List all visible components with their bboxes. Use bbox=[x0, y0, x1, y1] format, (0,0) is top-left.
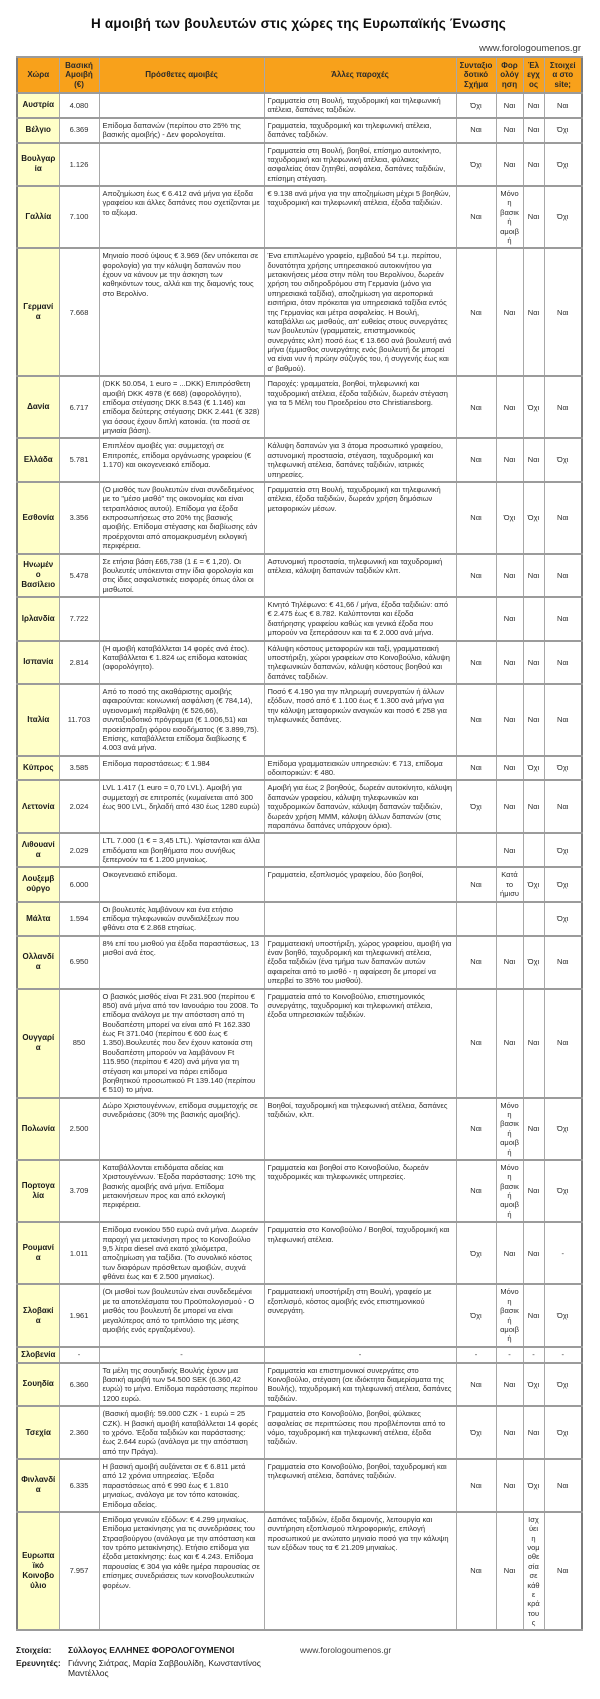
control-cell: Ναι bbox=[523, 989, 544, 1098]
country-cell: Πορτογαλία bbox=[17, 1160, 59, 1222]
benefits-cell: Γραμματεία από το Κοινοβούλιο, επιστημονικός συνεργάτης, ταχυδρομική και τηλεφωνική ατέλεια, έξοδα υπηρεσιακών ταξιδιών. bbox=[264, 989, 456, 1098]
country-cell: Σουηδία bbox=[17, 1363, 59, 1407]
site-cell: Όχι bbox=[544, 833, 582, 867]
country-cell: Γαλλία bbox=[17, 186, 59, 248]
site-cell: - bbox=[544, 1347, 582, 1363]
pension-cell: Ναι bbox=[456, 118, 496, 143]
benefits-cell bbox=[264, 902, 456, 936]
table-row bbox=[17, 597, 582, 641]
control-cell: Όχι bbox=[523, 482, 544, 554]
extras-cell: Από το ποσό της ακαθάριστης αμοιβής αφαιρούνται: κοινωνική ασφάλιση (€ 784,14), υγειονομική περίθαλψη (€ 526,66), συνταξιοδοτικό πρόγραμμα (€ 1.006,51) και προείσπραξη φόρου εισοδήματος (€ 3.899,75). Επίσης, καταβάλλεται επίδομα διαβίωσης € 4.003 ανά μήνα. bbox=[99, 684, 264, 756]
pension-cell: Ναι bbox=[456, 376, 496, 438]
control-cell: Ναι bbox=[523, 118, 544, 143]
benefits-cell: Κινητό Τηλέφωνο: € 41,66 / μήνα, έξοδα ταξιδιών: από € 2.475 έως € 8.782. Καλύπτονται και έξοδα διατήρησης γραφείου καθώς και γενικά έξοδα που μπορούν να ξεπεράσουν και τα € 2.000 ανά μήνα. bbox=[264, 597, 456, 641]
benefits-cell: - bbox=[264, 1347, 456, 1363]
table-row bbox=[17, 1160, 582, 1222]
country-cell: Μάλτα bbox=[17, 902, 59, 936]
pension-cell: Ναι bbox=[456, 641, 496, 685]
salary-cell: 6.335 bbox=[59, 1459, 99, 1512]
table-row bbox=[17, 867, 582, 901]
country-cell: Λιθουανία bbox=[17, 833, 59, 867]
salary-cell: 2.500 bbox=[59, 1098, 99, 1160]
country-cell: Λουξεμβούργο bbox=[17, 867, 59, 901]
table-header bbox=[17, 57, 582, 93]
control-cell: - bbox=[523, 1347, 544, 1363]
site-cell: Ναι bbox=[544, 1512, 582, 1631]
country-cell: Ισπανία bbox=[17, 641, 59, 685]
data-source: Σύλλογος ΕΛΛΗΝΕΣ ΦΟΡΟΛΟΓΟΥΜΕΝΟΙ bbox=[68, 1645, 235, 1656]
table-row bbox=[17, 1406, 582, 1459]
pension-cell: Ναι bbox=[456, 756, 496, 781]
benefits-cell: Δαπάνες ταξιδιών, έξοδα διαμονής, λειτουργία και συντήρηση εξοπλισμού πληροφορικής, επιλογή προσωπικού με ανώτατο μηνιαίο ποσό για την κάλυψη των εξόδων τους τα € 21.209 μηνιαίως. bbox=[264, 1512, 456, 1631]
column-header-0: Χώρα bbox=[17, 57, 59, 93]
table-row bbox=[17, 93, 582, 118]
control-cell: Ισχύει η νομοθεσία σε κάθε κράτους bbox=[523, 1512, 544, 1631]
tax-cell: Όχι bbox=[496, 482, 523, 554]
pension-cell: Ναι bbox=[456, 936, 496, 989]
extras-cell: Αποζημίωση έως € 6.412 ανά μήνα για έξοδα γραφείου και άλλες δαπάνες που σχετίζονται με το αξίωμα. bbox=[99, 186, 264, 248]
salary-cell: 6.950 bbox=[59, 936, 99, 989]
table-row bbox=[17, 780, 582, 833]
table-row bbox=[17, 1363, 582, 1407]
pension-cell: Ναι bbox=[456, 1459, 496, 1512]
site-cell: Ναι bbox=[544, 989, 582, 1098]
tax-cell: Μόνο η βασική αμοιβή bbox=[496, 1284, 523, 1346]
pension-cell: Όχι bbox=[456, 93, 496, 118]
table-row bbox=[17, 1459, 582, 1512]
control-cell: Όχι bbox=[523, 756, 544, 781]
benefits-cell: Γραμματεία, εξοπλισμός γραφείου, δύο βοηθοί, bbox=[264, 867, 456, 901]
table-row bbox=[17, 756, 582, 781]
tax-cell: Ναι bbox=[496, 936, 523, 989]
country-cell: Κύπρος bbox=[17, 756, 59, 781]
country-cell: Ιταλία bbox=[17, 684, 59, 756]
tax-cell: Ναι bbox=[496, 1222, 523, 1284]
control-cell: Όχι bbox=[523, 376, 544, 438]
benefits-cell: Γραμματεία στο Κοινοβούλιο / Βοηθοί, ταχυδρομική και τηλεφωνική ατέλεια. bbox=[264, 1222, 456, 1284]
pension-cell: Ναι bbox=[456, 867, 496, 901]
benefits-cell: Γραμματεία στο Κοινοβούλιο, βοηθοί, φύλακες ασφαλείας σε περιπτώσεις που προβλέπονται από το νόμο, ταχυδρομική και τηλεφωνική ατέλεια, έξοδα ταξιδιών. bbox=[264, 1406, 456, 1459]
control-cell: Ναι bbox=[523, 186, 544, 248]
control-cell: Ναι bbox=[523, 1222, 544, 1284]
extras-cell: Ο βασικός μισθός είναι Ft 231.900 (περίπου € 850) ανά μήνα από τον Ιανουάριο του 2008. Το επίδομα ανάλογα με την απόσταση από τη Βουδαπέστη μπορεί να είναι από Ft 162.330 έως Ft 371.040 (περίπου € 600 έως € 1.350).Βουλευτές που δεν έχουν κατοικία στη Βουδαπέστη μπορούν να λαμβάνουν Ft 115.950 (περίπου € 420) ανά μήνα για τη στέγαση και μπορεί να πάρει επίδομα βοηθητικού προσωπικού Ft 139.140 (περίπου € 510) το μήνα. bbox=[99, 989, 264, 1098]
extras-cell: Επίδομα παραστάσεως: € 1.984 bbox=[99, 756, 264, 781]
extras-cell: Σε ετήσια βάση £65,738 (1 £ = € 1,20). Οι βουλευτές υπόκεινται στην ίδια φορολογία και στις ίδιες ασφαλιστικές εισφορές όπως όλοι οι μισθωτοί. bbox=[99, 554, 264, 598]
extras-cell: (Η αμοιβή καταβάλλεται 14 φορές ανά έτος). Καταβάλλεται € 1.824 ως επίδομα κατοικίας (αφορολόγητο). bbox=[99, 641, 264, 685]
tax-cell: Ναι bbox=[496, 554, 523, 598]
country-cell: Ελλάδα bbox=[17, 438, 59, 482]
site-cell: Ναι bbox=[544, 482, 582, 554]
table-row bbox=[17, 438, 582, 482]
salary-cell: 1.011 bbox=[59, 1222, 99, 1284]
tax-cell: Ναι bbox=[496, 376, 523, 438]
salary-cell: 3.585 bbox=[59, 756, 99, 781]
salary-cell: 3.709 bbox=[59, 1160, 99, 1222]
tax-cell: Ναι bbox=[496, 780, 523, 833]
footer-researchers-row bbox=[16, 1658, 581, 1678]
salary-cell: 2.029 bbox=[59, 833, 99, 867]
benefits-cell: Γραμματεία, ταχυδρομική και τηλεφωνική ατέλεια, δαπάνες ταξιδιών. bbox=[264, 118, 456, 143]
benefits-cell: Γραμματεία στη Βουλή, βοηθοί, επίσημο αυτοκίνητο, ταχυδρομική και τηλεφωνική ατέλεια, φύλακες ασφαλείας όταν ζητηθεί, ασφάλεια, δαπάνες ταξιδιών, επίσημη στέγαση. bbox=[264, 143, 456, 187]
table-row bbox=[17, 684, 582, 756]
table-row bbox=[17, 641, 582, 685]
benefits-cell: Παροχές: γραμματεία, βοηθοί, τηλεφωνική και ταχυδρομική ατέλεια, έξοδα ταξιδιών, δωρεάν στέγαση για τα 5 Μέλη του Προεδρείου στο Christiansborg. bbox=[264, 376, 456, 438]
tax-cell: Μόνο η βασική αμοιβή bbox=[496, 1160, 523, 1222]
salary-cell: 6.717 bbox=[59, 376, 99, 438]
pension-cell: - bbox=[456, 1347, 496, 1363]
pension-cell bbox=[456, 833, 496, 867]
tax-cell: Κατά το ήμισυ bbox=[496, 867, 523, 901]
site-cell: Ναι bbox=[544, 93, 582, 118]
benefits-cell: Κάλυψη κόστους μεταφορών και ταξί, γραμματειακή υποστήριξη, χώροι γραφείων στο Κοινοβούλιο, κάλυψη τηλεφωνικών δαπανών, κάλυψη κόστους βοηθού και δαπάνες ταξιδιών. bbox=[264, 641, 456, 685]
country-cell: Πολωνία bbox=[17, 1098, 59, 1160]
site-cell: Όχι bbox=[544, 902, 582, 936]
country-cell: Δανία bbox=[17, 376, 59, 438]
salary-cell: 4.080 bbox=[59, 93, 99, 118]
tax-cell: Ναι bbox=[496, 118, 523, 143]
extras-cell: LVL 1.417 (1 euro = 0,70 LVL). Αμοιβή για συμμετοχή σε επιτροπές (κυμαίνεται από 300 έως 900 LVL, δηλαδή από 430 έως 1280 ευρώ) bbox=[99, 780, 264, 833]
salary-cell: 6.369 bbox=[59, 118, 99, 143]
pension-cell: Ναι bbox=[456, 989, 496, 1098]
pension-cell: Ναι bbox=[456, 438, 496, 482]
salary-cell: 7.100 bbox=[59, 186, 99, 248]
control-cell bbox=[523, 902, 544, 936]
table-row bbox=[17, 554, 582, 598]
tax-cell: Ναι bbox=[496, 684, 523, 756]
control-cell: Ναι bbox=[523, 780, 544, 833]
salary-cell: 6.000 bbox=[59, 867, 99, 901]
pension-cell: Όχι bbox=[456, 780, 496, 833]
tax-cell bbox=[496, 902, 523, 936]
footer-site-url: www.forologoumenos.gr bbox=[300, 1645, 392, 1656]
country-cell: Ολλανδία bbox=[17, 936, 59, 989]
site-cell: Όχι bbox=[544, 1160, 582, 1222]
tax-cell: Ναι bbox=[496, 93, 523, 118]
country-cell: Φινλανδία bbox=[17, 1459, 59, 1512]
table-row bbox=[17, 1098, 582, 1160]
tax-cell: Ναι bbox=[496, 1512, 523, 1631]
country-cell: Ηνωμένο Βασίλειο bbox=[17, 554, 59, 598]
site-cell: Ναι bbox=[544, 554, 582, 598]
salary-cell: 2.024 bbox=[59, 780, 99, 833]
benefits-cell: Γραμματεία και βοηθοί στο Κοινοβούλιο, δωρεάν ταχυδρομικές και τηλεφωνικές υπηρεσίες. bbox=[264, 1160, 456, 1222]
table-row bbox=[17, 902, 582, 936]
tax-cell: Μόνο η βασική αμοιβή bbox=[496, 186, 523, 248]
control-cell: Όχι bbox=[523, 936, 544, 989]
control-cell: Όχι bbox=[523, 867, 544, 901]
site-cell: Ναι bbox=[544, 248, 582, 376]
site-cell: Όχι bbox=[544, 1363, 582, 1407]
tax-cell: Ναι bbox=[496, 1459, 523, 1512]
extras-cell: (Βασική αμοιβή: 59.000 CZK - 1 ευρώ = 25 CZK). Η βασική αμοιβή καταβάλλεται 14 φορές το χρόνο. Έξοδα ταξιδιών και παράστασης: έως 2.644 ευρώ (ανάλογα με την απόσταση από την Πράγα). bbox=[99, 1406, 264, 1459]
tax-cell: Ναι bbox=[496, 438, 523, 482]
tax-cell: Ναι bbox=[496, 833, 523, 867]
country-cell: Σλοβενία bbox=[17, 1347, 59, 1363]
pension-cell: Ναι bbox=[456, 1160, 496, 1222]
footer-data-row bbox=[16, 1645, 581, 1655]
table-row bbox=[17, 1222, 582, 1284]
control-cell: Ναι bbox=[523, 554, 544, 598]
site-cell: Όχι bbox=[544, 186, 582, 248]
salary-cell: 5.478 bbox=[59, 554, 99, 598]
pension-cell bbox=[456, 902, 496, 936]
control-cell: Ναι bbox=[523, 1284, 544, 1346]
column-header-2: Πρόσθετες αμοιβές bbox=[99, 57, 264, 93]
pension-cell: Ναι bbox=[456, 1512, 496, 1631]
benefits-cell: Αμοιβή για έως 2 βοηθούς, δωρεάν αυτοκίνητο, κάλυψη δαπανών γραφείου, κάλυψη τηλεφωνικών και ταχυδρομικών δαπανών, κάλυψη δαπανών ταξιδιών, δωρεάν χρήση ΜΜΜ, κάλυψη άλλων δαπανών (στις παραπάνω δαπάνες υπάρχουν όρια). bbox=[264, 780, 456, 833]
control-cell: Ναι bbox=[523, 143, 544, 187]
extras-cell: Τα μέλη της σουηδικής Βουλής έχουν μια βασική αμοιβή των 54.500 SEK (6.360,42 ευρώ) το μήνα. Επίδομα παράστασης περίπου 1200 ευρώ. bbox=[99, 1363, 264, 1407]
site-cell: Όχι bbox=[544, 438, 582, 482]
site-cell: Όχι bbox=[544, 118, 582, 143]
country-cell: Βουλγαρία bbox=[17, 143, 59, 187]
tax-cell: Ναι bbox=[496, 989, 523, 1098]
salary-cell: 5.781 bbox=[59, 438, 99, 482]
pension-cell: Όχι bbox=[456, 1222, 496, 1284]
column-header-3: Άλλες παροχές bbox=[264, 57, 456, 93]
salary-cell: 7.668 bbox=[59, 248, 99, 376]
pension-cell: Ναι bbox=[456, 482, 496, 554]
site-cell: Ναι bbox=[544, 936, 582, 989]
column-header-1: Βασική Αμοιβή (€) bbox=[59, 57, 99, 93]
country-cell: Ουγγαρία bbox=[17, 989, 59, 1098]
extras-cell: (Οι μισθοί των βουλευτών είναι συνδεδεμένοι με τα αποτελέσματα του Προϋπολογισμού - Ο μισθός του βουλευτή δε μπορεί να είναι μεγαλύτερος από το τριπλάσιο της μέσης αμοιβής ενός εργαζομένου). bbox=[99, 1284, 264, 1346]
salary-cell: 1.961 bbox=[59, 1284, 99, 1346]
extras-cell: Μηνιαίο ποσό ύψους € 3.969 (δεν υπόκειται σε φορολογία) για την κάλυψη δαπανών που έχουν να κάνουν με την άσκηση των καθηκόντων τους, αλλά και της διαμονής τους στο Βερολίνο. bbox=[99, 248, 264, 376]
header-row bbox=[17, 57, 582, 93]
benefits-cell: Κάλυψη δαπανών για 3 άτομα προσωπικό γραφείου, αστυνομική προστασία, στέγαση, ταχυδρομική και τηλεφωνική ατέλεια, δαπάνες ταξιδιών, ιατρικές υπηρεσίες. bbox=[264, 438, 456, 482]
benefits-cell: Γραμματεία στη Βουλή, ταχυδρομική και τηλεφωνική ατέλεια, έξοδα ταξιδιών, δωρεάν χρήση δημόσιων μεταφορικών μέσων. bbox=[264, 482, 456, 554]
site-cell: - bbox=[544, 1222, 582, 1284]
site-cell: Ναι bbox=[544, 376, 582, 438]
site-cell: Ναι bbox=[544, 641, 582, 685]
extras-cell: Δώρο Χριστουγέννων, επίδομα συμμετοχής σε συνεδριάσεις (30% της βασικής αμοιβής). bbox=[99, 1098, 264, 1160]
tax-cell: Ναι bbox=[496, 1363, 523, 1407]
site-cell: Ναι bbox=[544, 597, 582, 641]
table-row bbox=[17, 143, 582, 187]
site-cell: Όχι bbox=[544, 1284, 582, 1346]
country-cell: Τσεχία bbox=[17, 1406, 59, 1459]
country-cell: Ιρλανδία bbox=[17, 597, 59, 641]
table-row bbox=[17, 186, 582, 248]
country-cell: Λεττονία bbox=[17, 780, 59, 833]
salary-cell: 7.957 bbox=[59, 1512, 99, 1631]
table-row bbox=[17, 482, 582, 554]
pension-cell: Όχι bbox=[456, 1406, 496, 1459]
table-row bbox=[17, 936, 582, 989]
site-url-top: www.forologoumenos.gr bbox=[479, 43, 581, 54]
column-header-4: Συνταξιοδοτικό Σχήμα bbox=[456, 57, 496, 93]
pension-cell: Όχι bbox=[456, 143, 496, 187]
site-cell: Όχι bbox=[544, 867, 582, 901]
extras-cell: Επίδομα ενοικίου 550 ευρώ ανά μήνα. Δωρεάν παροχή για μετακίνηση προς το Κοινοβούλιο 9,5 λίτρα diesel ανά εκατό χιλιόμετρα, αποζημίωση για ταξίδια. (Το συνολικό κόστος των διαφόρων πρόσθετων αμοιβών, συχνά φθάνει έως και € 2.500 μηνιαίως). bbox=[99, 1222, 264, 1284]
control-cell: Ναι bbox=[523, 93, 544, 118]
tax-cell: Ναι bbox=[496, 597, 523, 641]
extras-cell: (Ο μισθός των βουλευτών είναι συνδεδεμένος με το "μέσο μισθό" της οικονομίας και είναι τετραπλάσιος αυτού). Επίδομα για έξοδα εκπροσωπήσεως στο 20% της βασικής αμοιβής. Επίδομα στέγασης και διαβίωσης εάν προέρχονται από απομακρυσμένη εκλογική περιφέρεια. bbox=[99, 482, 264, 554]
site-cell: Όχι bbox=[544, 143, 582, 187]
benefits-cell: Γραμματεία και επιστημονικοί συνεργάτες στο Κοινοβούλιο, στέγαση (σε ιδιόκτητα διαμερίσματα της Βουλής), ταχυδρομική και τηλεφωνική ατέλεια, δαπάνες ταξιδιών. bbox=[264, 1363, 456, 1407]
country-cell: Σλοβακία bbox=[17, 1284, 59, 1346]
tax-cell: Ναι bbox=[496, 248, 523, 376]
control-cell: Ναι bbox=[523, 1160, 544, 1222]
country-cell: Αυστρία bbox=[17, 93, 59, 118]
mp-salary-table bbox=[16, 56, 583, 1631]
extras-cell bbox=[99, 597, 264, 641]
salary-cell: 2.814 bbox=[59, 641, 99, 685]
salary-cell: 3.356 bbox=[59, 482, 99, 554]
footer bbox=[16, 1645, 581, 1678]
salary-cell: 1.594 bbox=[59, 902, 99, 936]
table-row bbox=[17, 118, 582, 143]
control-cell: Όχι bbox=[523, 1459, 544, 1512]
column-header-7: Στοιχεία στο site; bbox=[544, 57, 582, 93]
control-cell bbox=[523, 597, 544, 641]
control-cell: Ναι bbox=[523, 684, 544, 756]
site-cell: Όχι bbox=[544, 1406, 582, 1459]
pension-cell: Ναι bbox=[456, 554, 496, 598]
control-cell: Ναι bbox=[523, 438, 544, 482]
table-row bbox=[17, 248, 582, 376]
extras-cell bbox=[99, 143, 264, 187]
table-row bbox=[17, 989, 582, 1098]
country-cell: Εσθονία bbox=[17, 482, 59, 554]
control-cell: Όχι bbox=[523, 1363, 544, 1407]
tax-cell: Ναι bbox=[496, 1406, 523, 1459]
table-row bbox=[17, 1347, 582, 1363]
site-cell: Ναι bbox=[544, 684, 582, 756]
researchers-label: Ερευνητές: bbox=[16, 1658, 61, 1669]
extras-cell: 8% επί του μισθού για έξοδα παραστάσεως, 13 μισθοί ανά έτος. bbox=[99, 936, 264, 989]
salary-cell: - bbox=[59, 1347, 99, 1363]
country-cell: Βέλγιο bbox=[17, 118, 59, 143]
extras-cell: LTL 7.000 (1 € = 3,45 LTL). Υφίστανται και άλλα επιδόματα και βοηθήματα που συνήθως ξεπερνούν τα € 1.200 μηνιαίως. bbox=[99, 833, 264, 867]
salary-cell: 7.722 bbox=[59, 597, 99, 641]
extras-cell: Καταβάλλονται επιδόματα αδείας και Χριστουγέννων. Έξοδα παράστασης: 10% της βασικής αμοιβής ανά μήνα. Επίδομα μετακινήσεων προς και από εκλογική περιφέρεια. bbox=[99, 1160, 264, 1222]
salary-cell: 2.360 bbox=[59, 1406, 99, 1459]
tax-cell: - bbox=[496, 1347, 523, 1363]
benefits-cell: Αστυνομική προστασία, τηλεφωνική και ταχυδρομική ατέλεια, κάλυψη δαπανών ταξιδιών κλπ. bbox=[264, 554, 456, 598]
salary-cell: 11.703 bbox=[59, 684, 99, 756]
country-cell: Ρουμανία bbox=[17, 1222, 59, 1284]
table-row bbox=[17, 1284, 582, 1346]
tax-cell: Μόνο η βασική αμοιβή bbox=[496, 1098, 523, 1160]
extras-cell: (DKK 50.054, 1 euro = ...DKK) Επιπρόσθετη αμοιβή DKK 4978 (€ 668) (αφορολόγητο), επίδομα στέγασης DKK 8.543 (€ 1.146) και επίδομα δεύτερης στέγασης DKK 2.441 (€ 328) για όσους έχουν διπλή κατοικία. (τα ποσά σε μηνιαία βάση). bbox=[99, 376, 264, 438]
tax-cell: Ναι bbox=[496, 143, 523, 187]
site-cell: Όχι bbox=[544, 1098, 582, 1160]
extras-cell: - bbox=[99, 1347, 264, 1363]
site-cell: Όχι bbox=[544, 756, 582, 781]
country-cell: Ευρωπαϊκό Κοινοβούλιο bbox=[17, 1512, 59, 1631]
country-cell: Γερμανία bbox=[17, 248, 59, 376]
column-header-6: Έλεγχος bbox=[523, 57, 544, 93]
benefits-cell: Ποσό € 4.190 για την πληρωμή συνεργατών ή άλλων εξόδων, ποσό από € 1.100 έως € 1.300 ανά μήνα για την κάλυψη μεταφορικών αναγκών και ποσό € 258 για τηλεφωνικές δαπάνες. bbox=[264, 684, 456, 756]
column-header-5: Φορολόγηση bbox=[496, 57, 523, 93]
tax-cell: Ναι bbox=[496, 641, 523, 685]
extras-cell: Οικογενειακό επίδομα. bbox=[99, 867, 264, 901]
benefits-cell bbox=[264, 833, 456, 867]
control-cell bbox=[523, 833, 544, 867]
extras-cell: Η βασική αμοιβή αυξάνεται σε € 6.811 μετά από 12 χρόνια υπηρεσίας. Έξοδα παραστάσεως από € 990 έως € 1.810 μηνιαίως, ανάλογα με τον τόπο κατοικίας. Επίδομα αδείας. bbox=[99, 1459, 264, 1512]
data-label: Στοιχεία: bbox=[16, 1645, 52, 1656]
table-row bbox=[17, 833, 582, 867]
salary-cell: 850 bbox=[59, 989, 99, 1098]
table-row bbox=[17, 376, 582, 438]
extras-cell: Οι βουλευτές λαμβάνουν και ένα ετήσιο επίδομα τηλεφωνικών συνδιαλέξεων που φθάνει στα € 2.868 ετησίως. bbox=[99, 902, 264, 936]
pension-cell bbox=[456, 597, 496, 641]
extras-cell bbox=[99, 93, 264, 118]
benefits-cell: Επίδομα γραμματειακών υπηρεσιών: € 713, επίδομα οδοιπορικών: € 480. bbox=[264, 756, 456, 781]
benefits-cell: Γραμματειακή υποστήριξη, χώρος γραφείου, αμοιβή για έναν βοηθό, ταχυδρομική και τηλεφωνική ατέλεια, έξοδα ταξιδιών (ένα τμήμα των δαπανών αυτών αφαιρείται από το μισθό - η αφαίρεση δε μπορεί να υπερβεί το 35% του μισθού). bbox=[264, 936, 456, 989]
benefits-cell: Γραμματεία στη Βουλή, ταχυδρομική και τηλεφωνική ατέλεια, δαπάνες ταξιδιών. bbox=[264, 93, 456, 118]
benefits-cell: Γραμματειακή υποστήριξη στη Βουλή, γραφείο με εξοπλισμό, κόστος αμοιβής ενός επιστημονικού συνεργάτη. bbox=[264, 1284, 456, 1346]
salary-cell: 6.360 bbox=[59, 1363, 99, 1407]
pension-cell: Ναι bbox=[456, 684, 496, 756]
control-cell: Ναι bbox=[523, 248, 544, 376]
page-title: Η αμοιβή των βουλευτών στις χώρες της Ευρωπαϊκής Ένωσης bbox=[90, 16, 506, 31]
control-cell: Ναι bbox=[523, 1098, 544, 1160]
benefits-cell: Βοηθοί, ταχυδρομική και τηλεφωνική ατέλεια, δαπάνες ταξιδιών, κλπ. bbox=[264, 1098, 456, 1160]
pension-cell: Ναι bbox=[456, 248, 496, 376]
table-row bbox=[17, 1512, 582, 1631]
researchers-names: Γιάννης Σιάτρας, Μαρία Σαββουλίδη, Κωνσταντίνος Μαντέλλος bbox=[68, 1658, 261, 1679]
tax-cell: Ναι bbox=[496, 756, 523, 781]
pension-cell: Όχι bbox=[456, 1284, 496, 1346]
extras-cell: Επίδομα γενικών εξόδων: € 4.299 μηνιαίως. Επίδομα μετακίνησης για τις συνεδριάσεις του Στρασβούργου (ανάλογα με την απόσταση και τον τρόπο μετακίνησης). Ετήσιο επίδομα για έξοδα μετακίνησης: έως και € 4.243. Επίδομα παρουσίας € 304 για κάθε ημέρα παρουσίας σε επίσημες συνεδριάσεις των κοινοβουλευτικών φορέων. bbox=[99, 1512, 264, 1631]
site-cell: Ναι bbox=[544, 780, 582, 833]
benefits-cell: Γραμματεία στο Κοινοβούλιο, βοηθοί, ταχυδρομική και τηλεφωνική ατέλεια, δαπάνες ταξιδιών. bbox=[264, 1459, 456, 1512]
salary-cell: 1.126 bbox=[59, 143, 99, 187]
control-cell: Ναι bbox=[523, 1406, 544, 1459]
benefits-cell: Ένα επιπλωμένο γραφείο, εμβαδού 54 τ.μ. περίπου, δυνατότητα χρήσης υπηρεσιακού αυτοκινήτου για μετακινήσεις μέσα στην πόλη του Βερολίνου, δωρεάν χρήση του σιδηροδρόμου στη Γερμανία (μόνο για υπηρεσιακά ταξίδια), αποζημίωση για αεροπορικά εισιτήρια, όταν πρόκειται για υπηρεσιακά ταξίδια εντός της Γερμανίας και μέτρα ασφαλείας. Η Βουλή, καταβάλλει ως μισθούς, απ' ευθείας στους συνεργάτες των βουλευτών (γραμματείς, επιστημονικούς συνεργάτες κλπ) ποσό έως € 13.660 ανά βουλευτή ανά μήνα (έμμισθος συνεργάτης ενός βουλευτή δε μπορεί να είναι νυν ή πρώην σύζυγός του, ή συγγενής έως και α' βαθμού). bbox=[264, 248, 456, 376]
pension-cell: Ναι bbox=[456, 1098, 496, 1160]
benefits-cell: € 9.138 ανά μήνα για την αποζημίωση μέχρι 5 βοηθών, ταχυδρομική και τηλεφωνική ατέλεια, έξοδα ταξιδιών. bbox=[264, 186, 456, 248]
pension-cell: Ναι bbox=[456, 186, 496, 248]
extras-cell: Επίδομα δαπανών (περίπου στο 25% της βασικής αμοιβής) - Δεν φορολογείται. bbox=[99, 118, 264, 143]
table-body bbox=[17, 93, 582, 1630]
control-cell: Ναι bbox=[523, 641, 544, 685]
extras-cell: Επιπλέον αμοιβές για: συμμετοχή σε Επιτροπές, επίδομα οργάνωσης γραφείου (€ 1.170) και οικογενειακό επίδομα. bbox=[99, 438, 264, 482]
site-cell: Ναι bbox=[544, 1459, 582, 1512]
pension-cell: Ναι bbox=[456, 1363, 496, 1407]
